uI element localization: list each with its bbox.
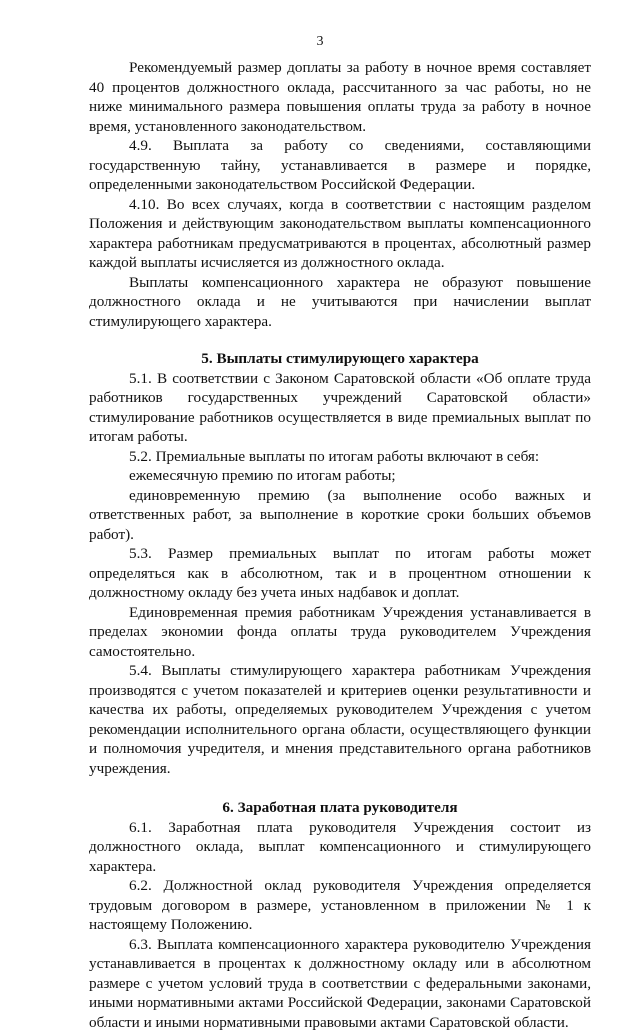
paragraph-5-2: 5.2. Премиальные выплаты по итогам работы включают в себя: xyxy=(89,447,591,467)
paragraph-6-1: 6.1. Заработная плата руководителя Учреждения состоит из должностного оклада, выплат компенсационного и стимулирующего характера. xyxy=(89,818,591,877)
page-number: 3 xyxy=(0,34,640,50)
paragraph-one-time-bonus-rule: Единовременная премия работникам Учреждения устанавливается в пределах экономии фонда оплаты труда руководителем Учреждения самостоятельно. xyxy=(89,603,591,662)
paragraph-5-4: 5.4. Выплаты стимулирующего характера работникам Учреждения производятся с учетом показателей и критериев оценки результативности и качества их работы, определяемых руководителем Учреждения с учетом рекомендации исполнительного органа области, осуществляющего функции и полномочия учредителя, и мнения представительного органа работников учреждения. xyxy=(89,661,591,778)
paragraph-4-9: 4.9. Выплата за работу со сведениями, составляющими государственную тайну, устанавливается в размере и порядке, определенными законодательством Российской Федерации. xyxy=(89,136,591,195)
document-body xyxy=(89,58,591,1032)
paragraph-6-3: 6.3. Выплата компенсационного характера руководителю Учреждения устанавливается в процентах к должностному окладу или в абсолютном размере с учетом условий труда в соответствии с федеральными законами, иными нормативными актами Российской Федерации, законами Саратовской области и иными нормативными правовыми актами Саратовской области. xyxy=(89,935,591,1032)
paragraph-5-1: 5.1. В соответствии с Законом Саратовской области «Об оплате труда работников государственных учреждений Саратовской области» стимулирование работников осуществляется в виде премиальных выплат по итогам работы. xyxy=(89,369,591,447)
paragraph-5-3: 5.3. Размер премиальных выплат по итогам работы может определяться как в абсолютном, так и в процентном отношении к должностному окладу без учета иных надбавок и доплат. xyxy=(89,544,591,603)
section-5-heading: 5. Выплаты стимулирующего характера xyxy=(89,349,591,369)
paragraph-compensation-note: Выплаты компенсационного характера не образуют повышение должностного оклада и не учитываются при начислении выплат стимулирующего характера. xyxy=(89,273,591,332)
paragraph-6-2: 6.2. Должностной оклад руководителя Учреждения определяется трудовым договором в размере, установленном в приложении № 1 к настоящему Положению. xyxy=(89,876,591,935)
paragraph-4-10: 4.10. Во всех случаях, когда в соответствии с настоящим разделом Положения и действующим законодательством выплаты компенсационного характера работникам предусматриваются в процентах, абсолютный размер каждой выплаты исчисляется из должностного оклада. xyxy=(89,195,591,273)
paragraph-monthly-bonus: ежемесячную премию по итогам работы; xyxy=(89,466,591,486)
section-6-heading: 6. Заработная плата руководителя xyxy=(89,798,591,818)
paragraph-one-time-bonus: единовременную премию (за выполнение особо важных и ответственных работ, за выполнение в короткие сроки больших объемов работ). xyxy=(89,486,591,545)
paragraph-night-work-rate: Рекомендуемый размер доплаты за работу в ночное время составляет 40 процентов должностного оклада, рассчитанного за час работы, но не ниже минимального размера повышения оплаты труда за работу в ночное время, установленного законодательством. xyxy=(89,58,591,136)
